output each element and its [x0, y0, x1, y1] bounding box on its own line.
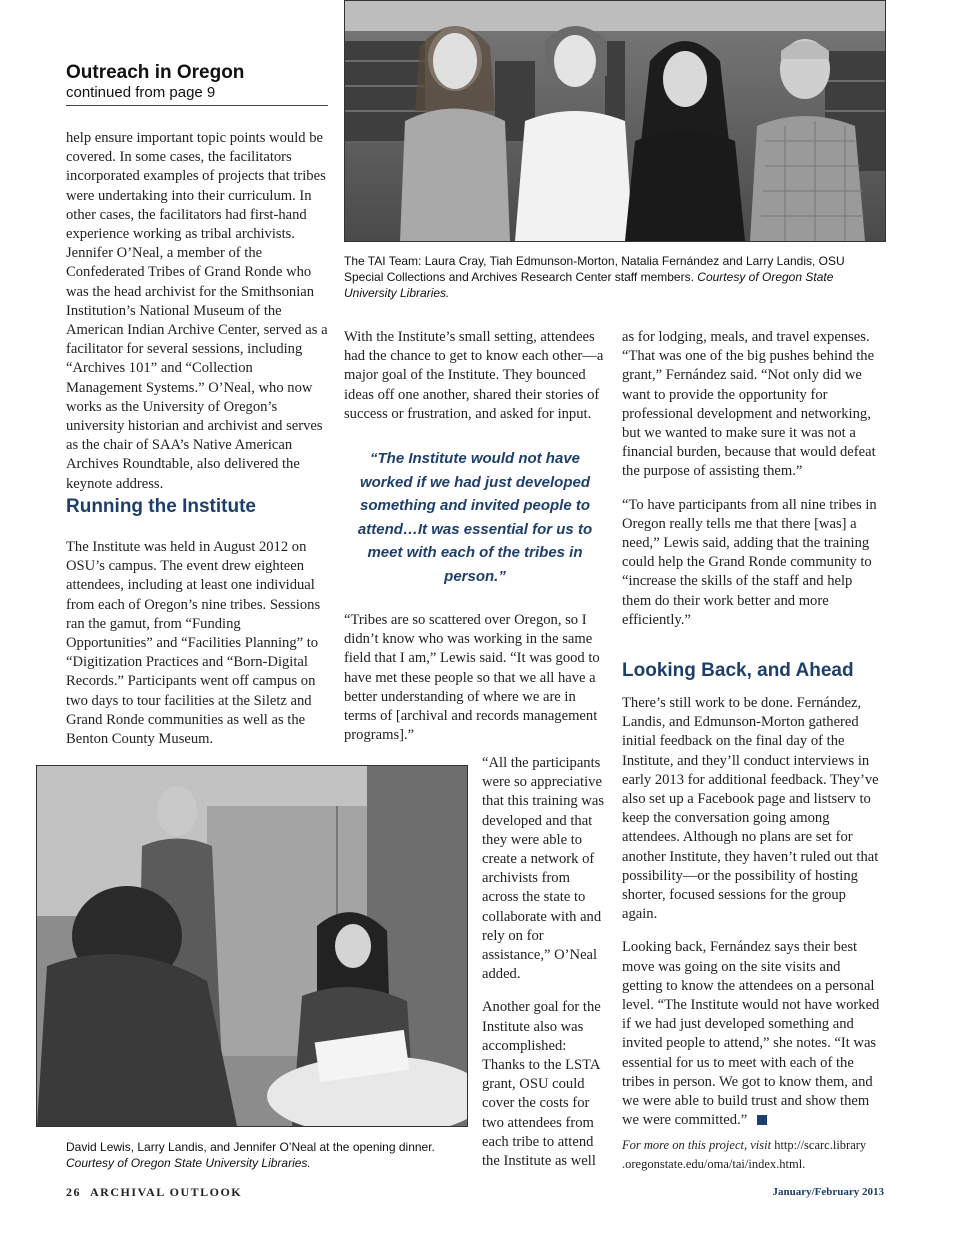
team-photo: [344, 0, 886, 242]
more-info-label: For more on this project, visit: [622, 1138, 772, 1152]
more-info-note: [622, 1136, 884, 1174]
section-heading-running: Running the Institute: [66, 496, 256, 517]
pull-quote: “The Institute would not have worked if we had just developed something and invited people to attend…It was essential for us to meet with each of the tribes in person.”: [357, 450, 593, 585]
article-title: Outreach in Oregon: [66, 62, 245, 83]
dinner-photo-caption-text: David Lewis, Larry Landis, and Jennifer O’Neal at the opening dinner.: [66, 1140, 435, 1154]
page-number: 26: [66, 1185, 81, 1199]
section-heading-looking: Looking Back, and Ahead: [622, 660, 854, 681]
right-paragraph-2: “To have participants from all nine tribes in Oregon really tells me that there [was] a need,” Lewis said, adding that the training could help the Grand Ronde community to “increase the skills of the staff and help them do their work better and more efficiently.”: [622, 496, 877, 628]
right-paragraph-3: There’s still work to be done. Fernández, Landis, and Edmunson-Morton gathered initial feedback on the final day of the Institute, and they’ll conduct interviews in early 2013 for additional feedback. They’ve also set up a Facebook page and listserv to keep the conversation going among attendees. Although no plans are set for another Institute, they haven’t ruled out that possibility—or the possibility of hosting shorter, focused sessions for the group again.: [622, 695, 879, 923]
footer-left: [66, 1185, 242, 1200]
right-paragraph-1: as for lodging, meals, and travel expenses. “That was one of the big pushes behind the grant,” Fernández said. “Not only did we want to provide the opportunity for professional development and networking, but we wanted to make sure it was not a financial burden, because that would defeat the purpose of assisting them.”: [622, 329, 876, 480]
header-rule: [66, 105, 328, 106]
team-photo-caption: [344, 253, 884, 301]
article-header: [66, 62, 328, 106]
right-paragraph-4-text: Looking back, Fernández says their best move was going on the site visits and getting to know the attendees on a personal level. “The Institute would not have worked if we had just developed something and invited people to attend,” she notes. “It was essential for us to meet with each of the tribes in person. We got to know them, and we were able to build trust and show them we were committed.”: [622, 939, 880, 1129]
narrow-paragraph-1: “All the participants were so appreciative that this training was developed and that they were able to create a network of archivists from across the state to collaborate with and rely on for assistance,” O’Neal added.: [482, 755, 605, 983]
left-column: [66, 129, 331, 508]
running-paragraph: The Institute was held in August 2012 on OSU’s campus. The event drew eighteen attendees, including at least one individual from each of Oregon’s nine tribes. Sessions ran the gamut, from “Funding Opportunities” and “Facilities Planning” to “Digitization Practices and “Born-Digital Records.” Participants went off campus on two days to tour facilities at the Siletz and Grand Ronde communities as well as the Benton County Museum.: [66, 539, 321, 748]
dinner-photo-caption: [66, 1139, 466, 1171]
team-photo-caption-text: The TAI Team: Laura Cray, Tiah Edmunson-Morton, Natalia Fernández and Larry Landis, OSU Special Collections and Archives Research Center staff members.: [344, 254, 845, 284]
middle-column-bottom: [344, 611, 606, 759]
dinner-photo-credit: Courtesy of Oregon State University Libraries.: [66, 1156, 311, 1170]
more-info-link[interactable]: http://scarc.library .oregonstate.edu/oma/tai/index.html.: [622, 1138, 867, 1171]
team-photo-credit: Courtesy of Oregon State University Libraries.: [344, 270, 834, 300]
continued-note: continued from page 9: [66, 84, 216, 101]
middle-paragraph-2: “Tribes are so scattered over Oregon, so I didn’t know who was working in the same field that I am,” Lewis said. “It was good to have met these people so that we all have a better understanding of where we are in terms of [archival and records management programs].”: [344, 612, 600, 744]
middle-column-top: [344, 328, 606, 438]
publication-name: ARCHIVAL OUTLOOK: [90, 1185, 243, 1199]
team-photo-illustration: [345, 1, 885, 241]
right-paragraph-4: [622, 938, 884, 1130]
narrow-paragraph-2: Another goal for the Institute also was accomplished: Thanks to the LSTA grant, OSU could cover the costs for two attendees from each tribe to attend the Institute as well: [482, 999, 601, 1170]
intro-paragraph: help ensure important topic points would be covered. In some cases, the facilitators incorporated examples of projects that tribes were undertaking into their curriculum. In other cases, the facilitators had first-hand experience working as tribal archivists. Jennifer O’Neal, a member of the Confederated Tribes of Grand Ronde who was the head archivist for the Smithsonian Institution’s National Museum of the American Indian Archive Center, served as a facilitator for several sessions, including “Archives 101” and “Collection Management Systems.” O’Neal, who now works as the University of Oregon’s university historian and archivist and serves as the chair of SAA’s Native American Archives Roundtable, also delivered the keynote address.: [66, 130, 328, 492]
right-column-top: [622, 328, 884, 644]
narrow-column: [482, 754, 606, 1185]
issue-date: January/February 2013: [772, 1186, 884, 1198]
dinner-photo-illustration: [37, 766, 467, 1126]
middle-paragraph-1: With the Institute’s small setting, attendees had the chance to get to know each other—a major goal of the Institute. They bounced ideas off one another, shared their stories of success or frustration, and asked for input.: [344, 329, 604, 422]
end-of-article-square-icon: [757, 1115, 767, 1125]
running-section: [66, 538, 331, 763]
right-column-bottom: [622, 694, 884, 1144]
dinner-photo: [36, 765, 468, 1127]
